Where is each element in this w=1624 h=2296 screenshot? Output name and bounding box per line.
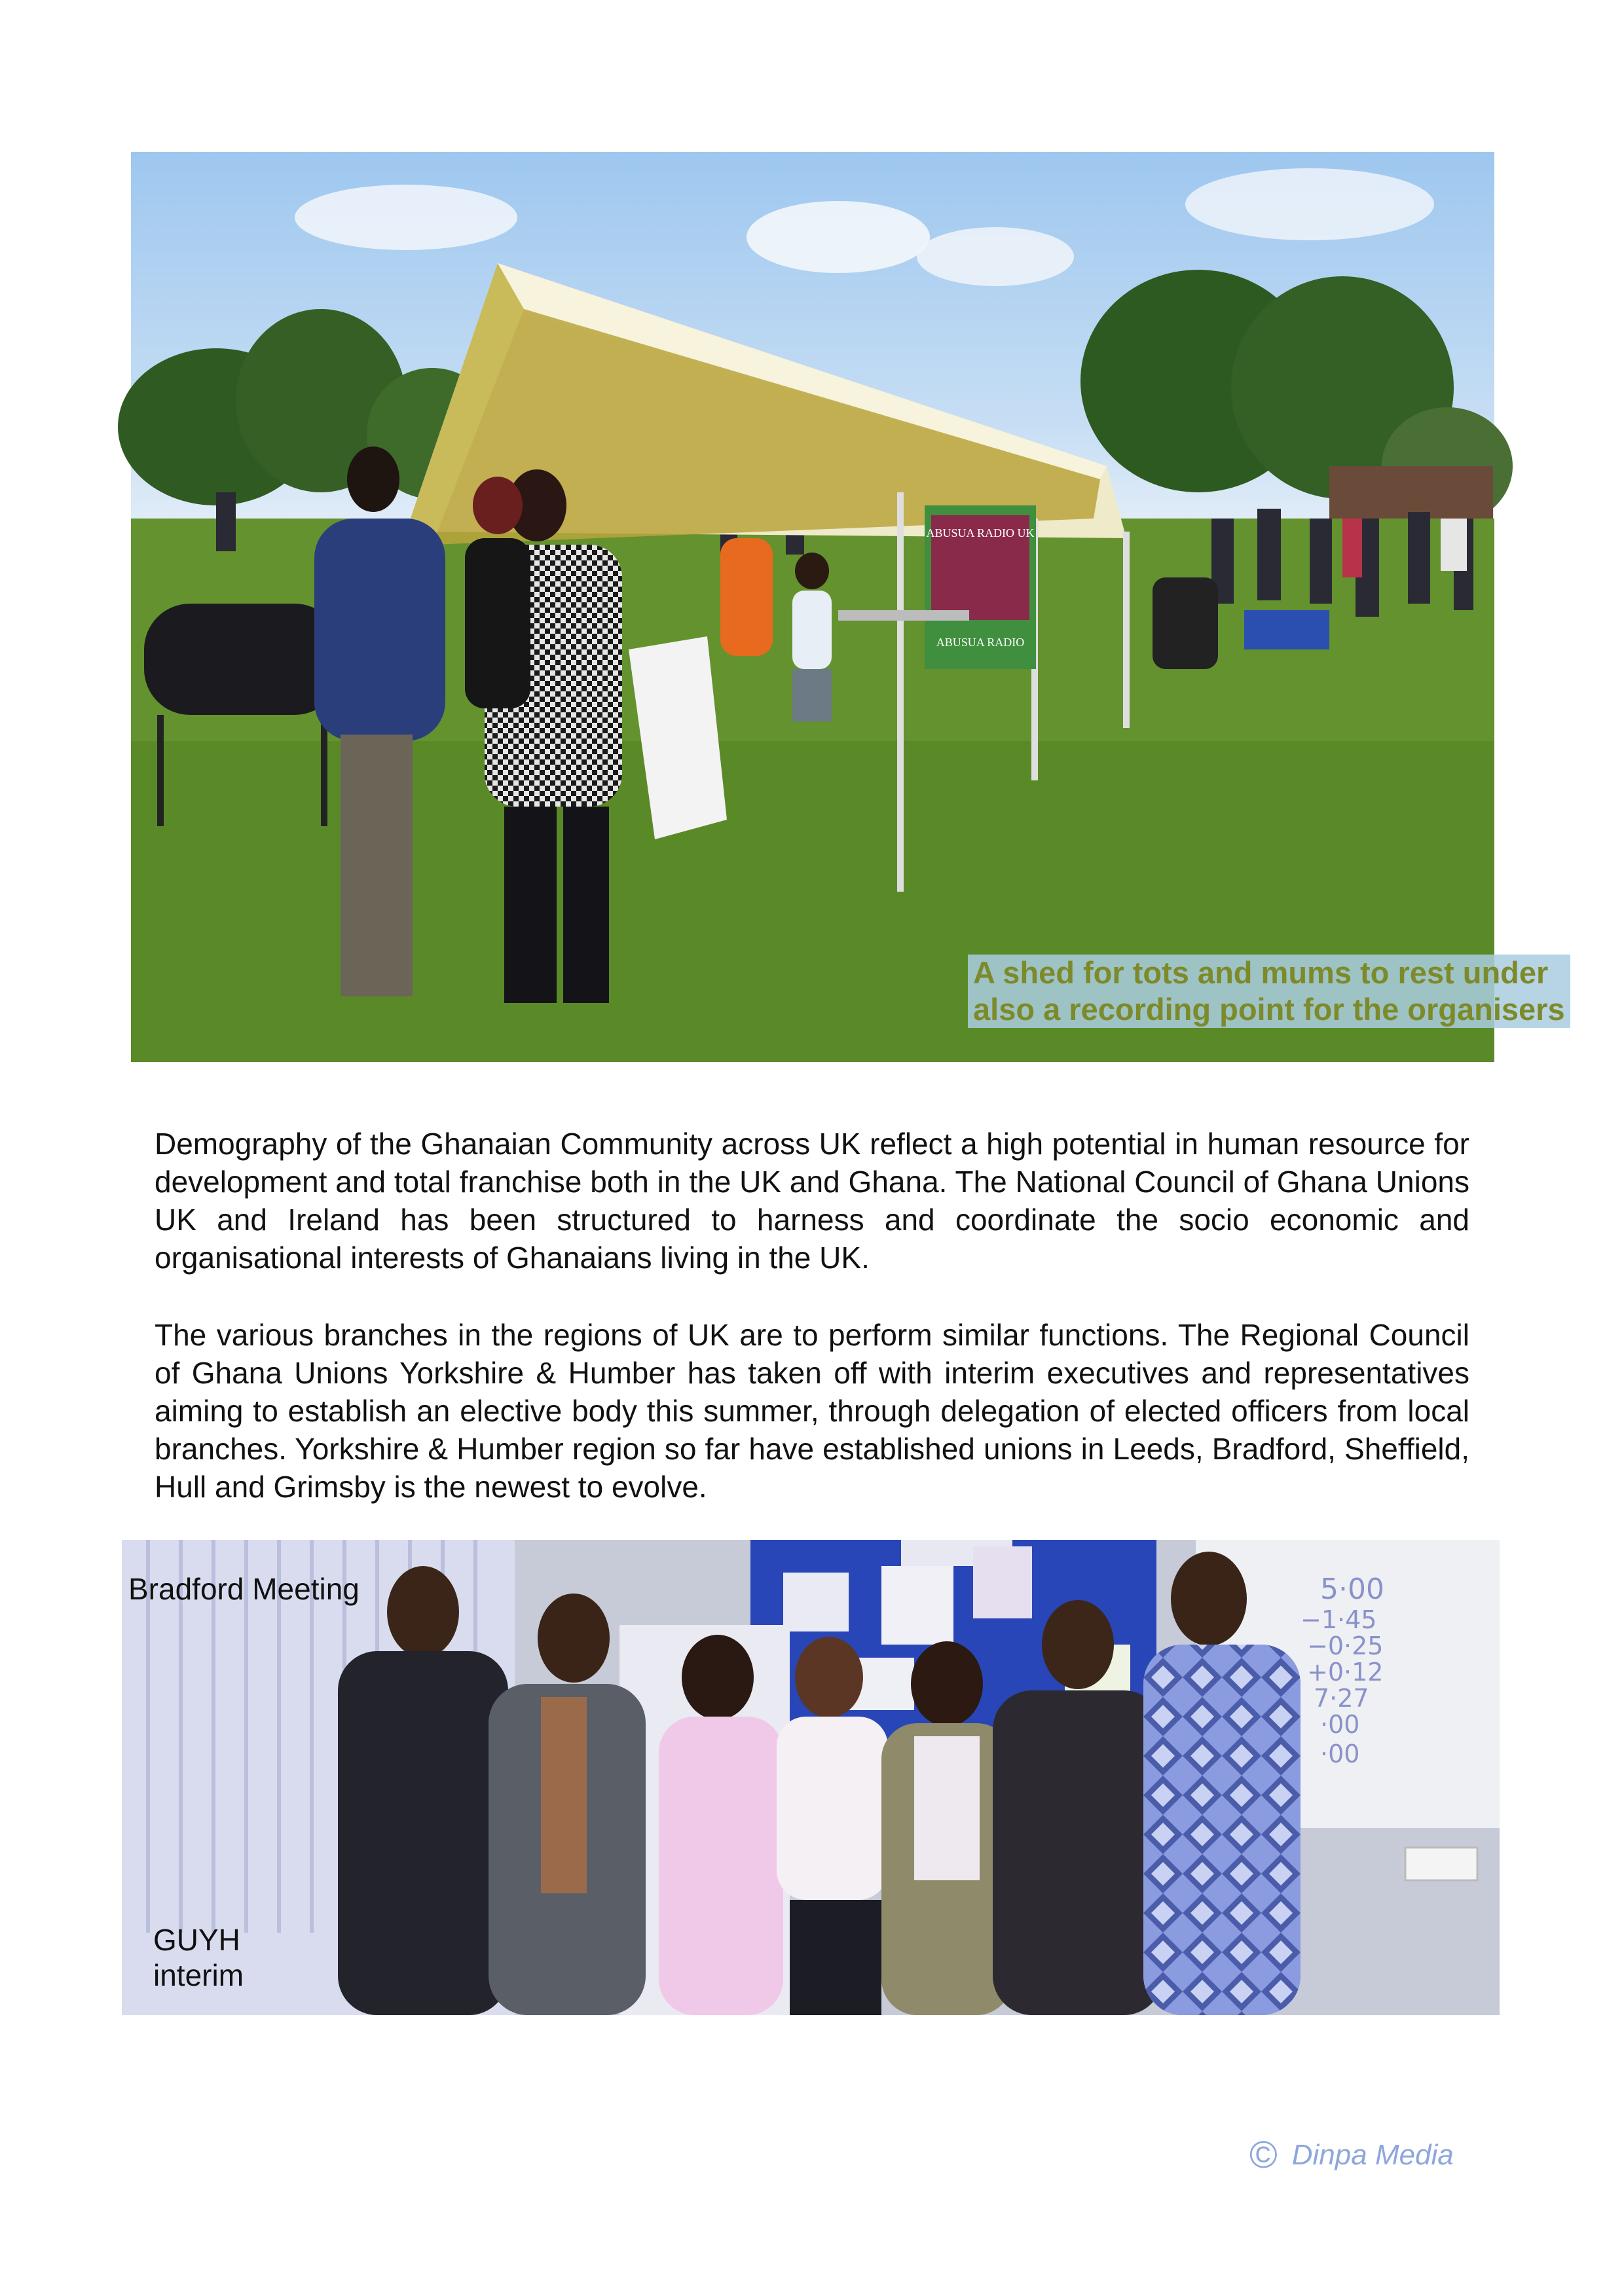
meeting-photo — [122, 1540, 1500, 2015]
copyright-notice — [1249, 2133, 1454, 2177]
svg-text:5·00: 5·00 — [1320, 1573, 1384, 1606]
event-photo-illustration — [131, 152, 1494, 1062]
caption-line-1: A shed for tots and mums to rest under — [973, 955, 1549, 990]
guyh-label — [153, 1922, 244, 1993]
guyh-label-line-2: interim — [153, 1958, 244, 1992]
meeting-label: Bradford Meeting — [128, 1572, 360, 1606]
meeting-photo-illustration — [122, 1540, 1500, 2015]
banner-bottom-text: ABUSUA RADIO — [936, 636, 1025, 649]
event-photo — [131, 152, 1565, 1062]
svg-text:7·27: 7·27 — [1314, 1684, 1369, 1713]
svg-text:·00: ·00 — [1320, 1740, 1360, 1768]
paragraph-demography: Demography of the Ghanaian Community across UK reflect a high potential in human resource for development and total franchise both in the UK and Ghana. The National Council of Ghana Unions UK and Ireland has been structured to harness and coordinate the socio economic and organisational interests of Ghanaians living in the UK. — [155, 1127, 1469, 1275]
copyright-icon: © — [1249, 2134, 1278, 2176]
svg-text:−1·45: −1·45 — [1301, 1605, 1377, 1634]
event-photo-caption — [968, 955, 1570, 1028]
svg-text:·00: ·00 — [1320, 1710, 1360, 1739]
paragraph-regional-branches: The various branches in the regions of UK are to perform similar functions. The Regional Council of Ghana Unions Yorkshire & Humber has taken off with interim executives and representatives aiming to establish an elective body this summer, through delegation of elected officers from local branches. Yorkshire & Humber region so far have established unions in Leeds, Bradford, Sheffield, Hull and Grimsby is the newest to evolve. — [155, 1318, 1469, 1504]
copyright-text: Dinpa Media — [1291, 2138, 1454, 2171]
guyh-label-line-1: GUYH — [153, 1923, 240, 1957]
banner-top-text: ABUSUA RADIO UK — [926, 526, 1035, 539]
caption-line-2: also a recording point for the organisers — [973, 992, 1565, 1027]
svg-text:−0·25: −0·25 — [1307, 1631, 1384, 1660]
svg-text:+0·12: +0·12 — [1307, 1658, 1384, 1686]
